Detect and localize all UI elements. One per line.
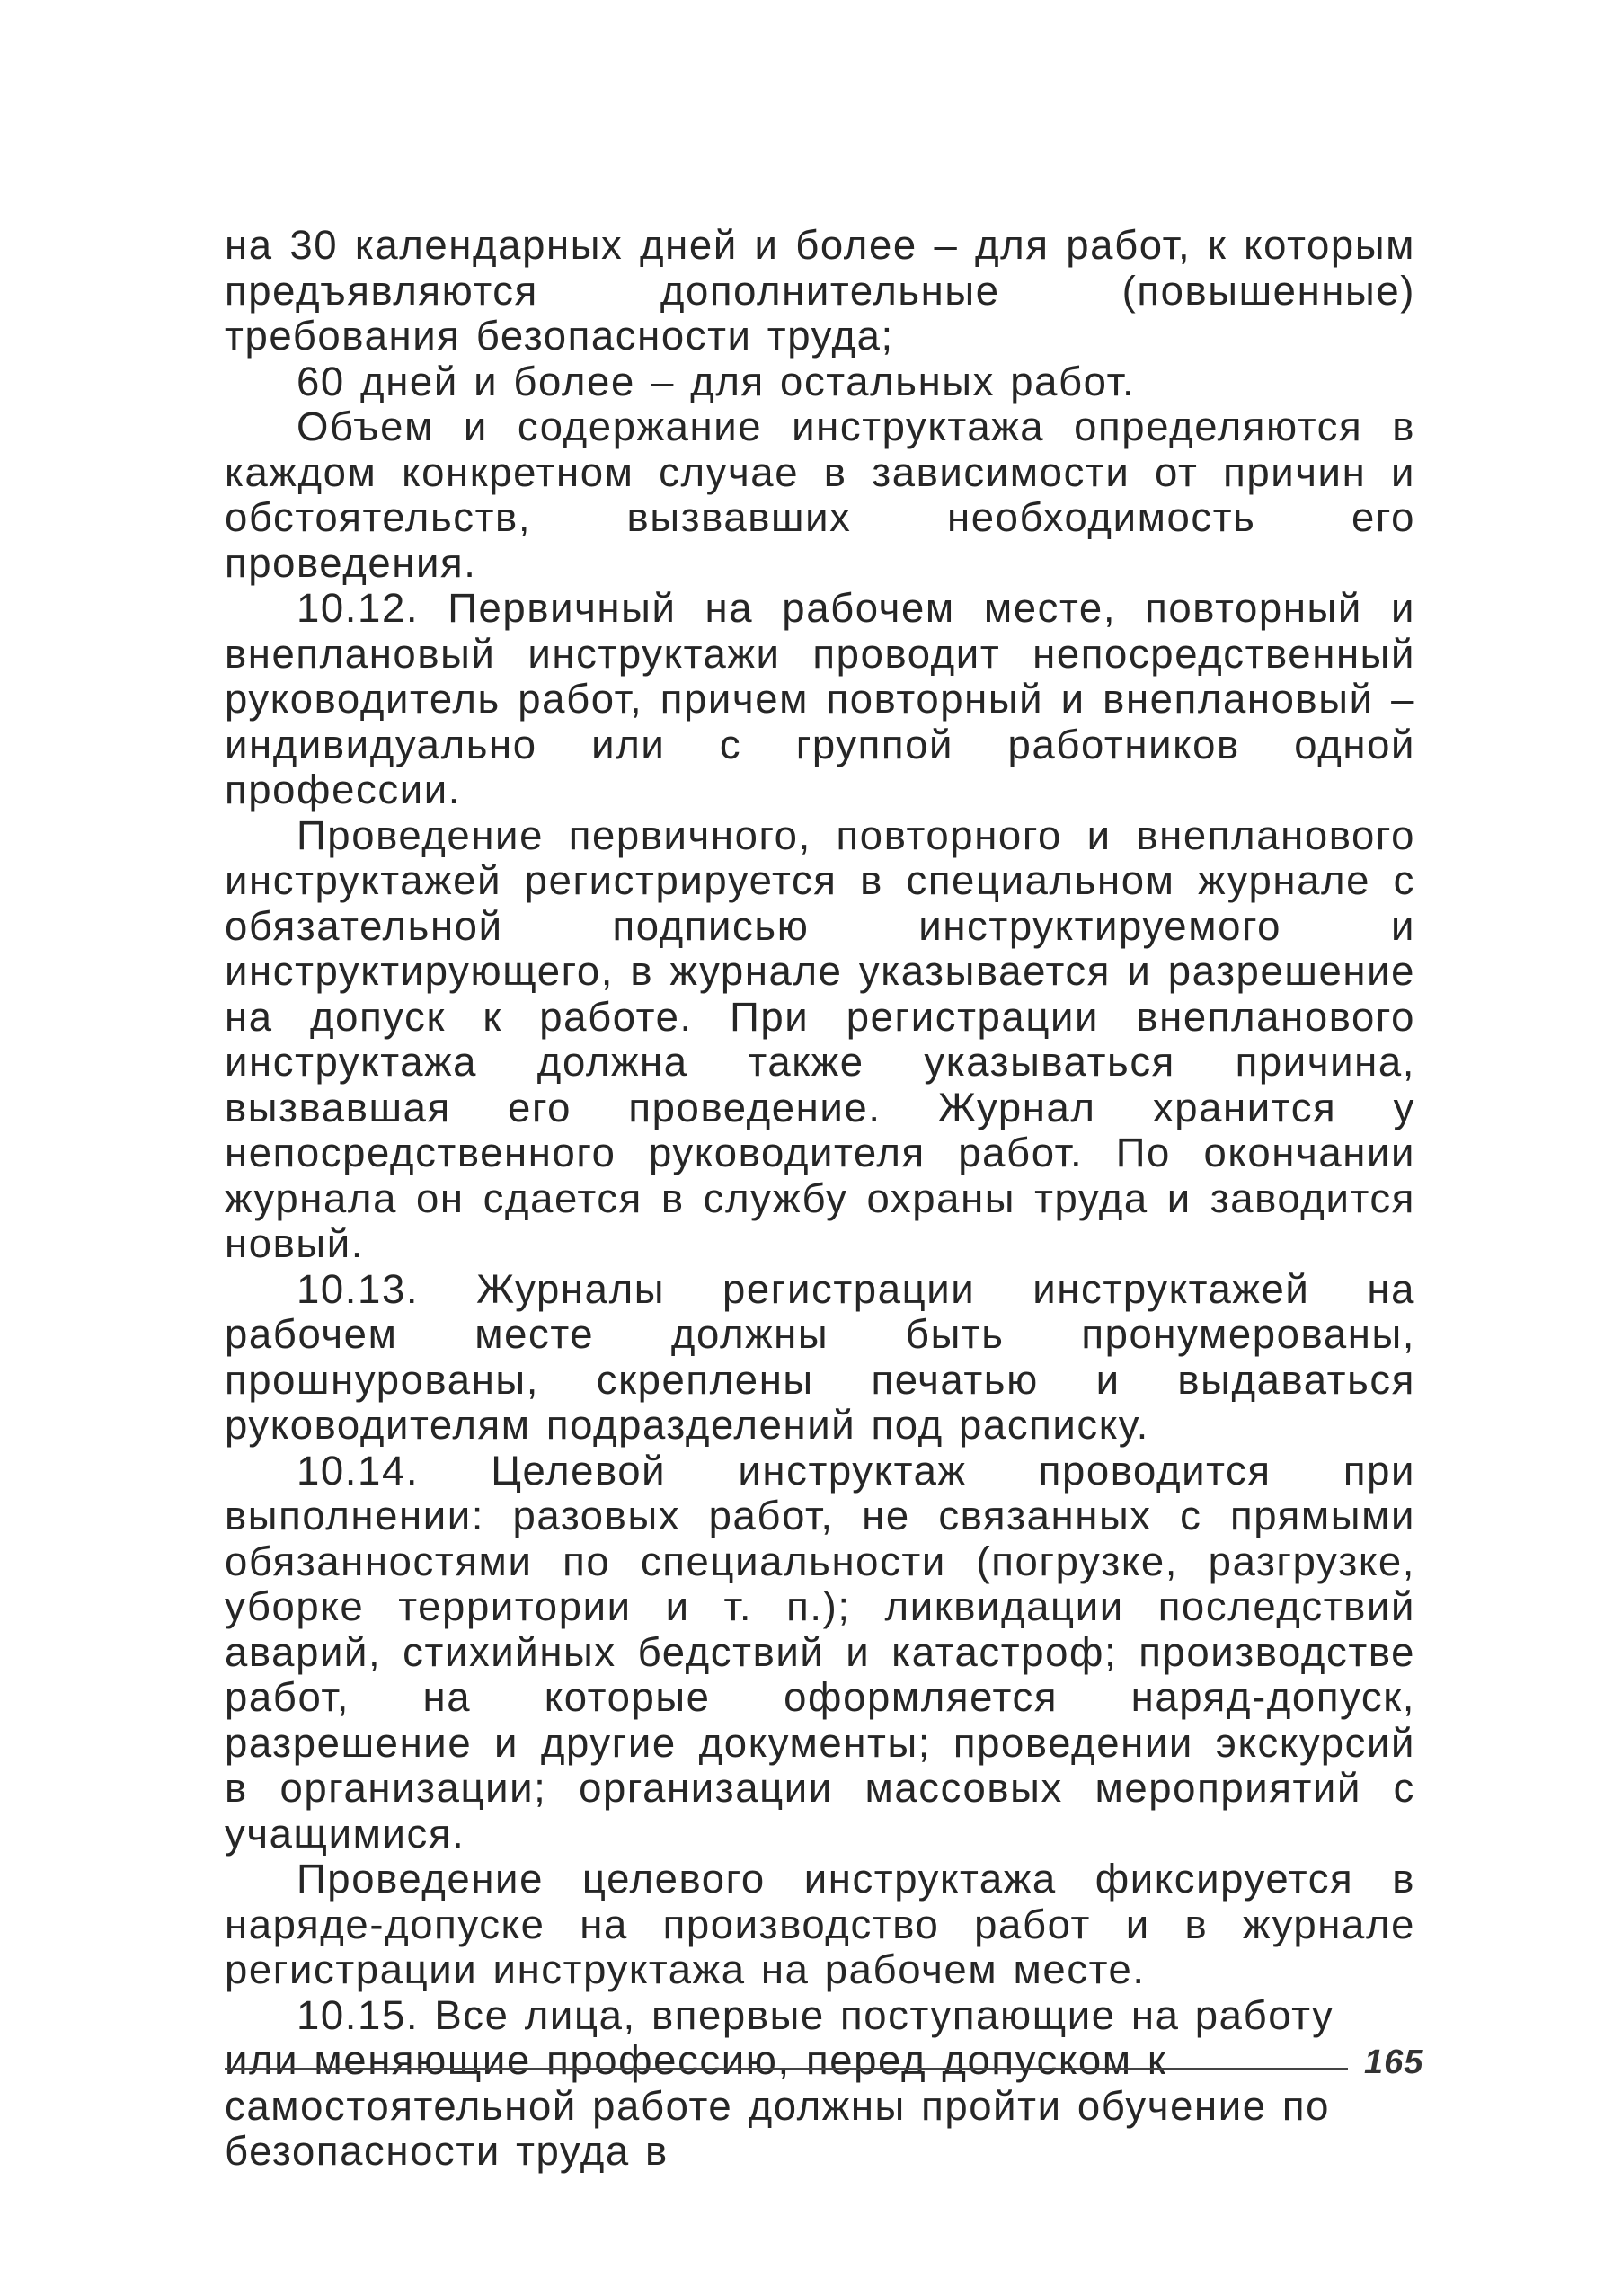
paragraph-10-15: 10.15. Все лица, впервые поступающие на работу или меняющие профессию, перед допуском к самостоятельной работе должны пройти обучение по безопасности труда в	[225, 1991, 1334, 2174]
page-number: 165	[1364, 2043, 1424, 2081]
paragraph-10-13: 10.13. Журналы регистрации инструктажей на рабочем месте должны быть пронумерованы, прошнурованы, скреплены печатью и выдаваться руководителям подразделений под расписку.	[225, 1265, 1415, 1448]
footer-rule	[225, 2068, 1348, 2070]
paragraph-registration: Проведение первичного, повторного и внепланового инструктажей регистрируется в специальном журнале с обязательной подписью инструктируемого и инструктирующего, в журнале указывается и разрешение на допуск к работе. При регистрации внепланового инструктажа должна также указываться причина, вызвавшая его проведение. Журнал хранится у непосредственного руководителя работ. По окончании журнала он сдается в службу охраны труда и заводится новый.	[225, 811, 1415, 1266]
paragraph-target-briefing: Проведение целевого инструктажа фиксируется в наряде-допуске на производство работ и в журнале регистрации инструктажа на рабочем месте.	[225, 1856, 1415, 1992]
page-body	[225, 223, 1415, 2175]
paragraph-10-14: 10.14. Целевой инструктаж проводится при выполнении: разовых работ, не связанных с прямыми обязанностями по специальности (погрузке, разгрузке, уборке территории и т. п.); ликвидации последствий аварий, стихийных бедствий и катастроф; производстве работ, на которые оформляется наряд-допуск, разрешение и другие документы; проведении экскурсий в организации; организации массовых мероприятий с учащимися.	[225, 1447, 1415, 1857]
paragraph-continuation: на 30 календарных дней и более – для работ, к которым предъявляются дополнительные (повышенные) требования безопасности труда;	[225, 222, 1415, 359]
paragraph-60-days: 60 дней и более – для остальных работ.	[297, 358, 1136, 404]
paragraph-10-12: 10.12. Первичный на рабочем месте, повторный и внеплановый инструктажи проводит непосредственный руководитель работ, причем повторный и внеплановый – индивидуально или с группой работников одной профессии.	[225, 585, 1415, 812]
paragraph-volume-content: Объем и содержание инструктажа определяются в каждом конкретном случае в зависимости от причин и обстоятельств, вызвавших необходимость его проведения.	[225, 403, 1415, 586]
